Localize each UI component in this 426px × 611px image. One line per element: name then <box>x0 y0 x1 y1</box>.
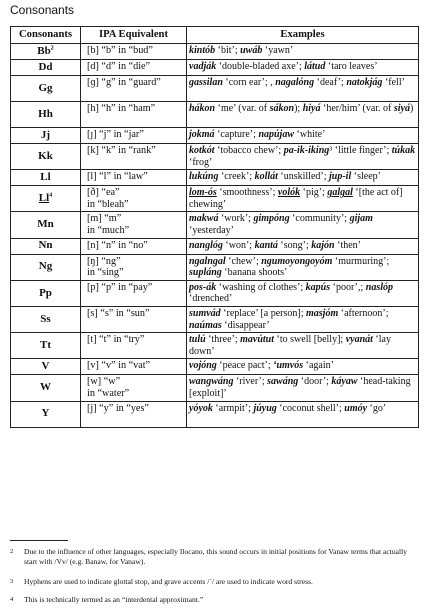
consonant-cell <box>11 401 81 427</box>
ipa-text: [l] “l” in “law” <box>87 171 148 183</box>
consonant-letter: Nn <box>38 239 53 252</box>
example-gloss: ‘drenched’ <box>189 293 233 305</box>
example-gloss: ); <box>294 103 303 114</box>
example-word: galgal <box>327 187 353 199</box>
example-word: nanglóg <box>189 239 223 251</box>
consonant-letter: Dd <box>38 60 53 73</box>
examples-cell <box>187 306 419 332</box>
table-row <box>11 186 419 212</box>
consonant-letter: V <box>41 360 50 373</box>
footnote-number: 4 <box>10 596 14 603</box>
consonant-letter: Ng <box>38 260 53 273</box>
footnote-ref: 2 <box>50 45 54 52</box>
footnote-text: This is technically termed as an “interdental approximant.” <box>24 595 204 604</box>
example-word: kapús <box>305 281 331 293</box>
example-word: kintób <box>189 45 216 56</box>
example-word: naúmas <box>189 319 222 331</box>
example-gloss: ‘creek’; <box>218 171 255 183</box>
consonant-cell <box>11 359 81 375</box>
examples-cell <box>187 280 419 306</box>
example-gloss: ‘washing of clothes’; <box>216 281 306 293</box>
example-gloss: ‘chew’; <box>225 255 262 267</box>
ipa-cell <box>81 333 187 359</box>
example-gloss: ‘head-taking [exploit]’ <box>189 376 411 399</box>
ipa-cell <box>81 186 187 212</box>
example-word: pos-ák <box>189 281 217 293</box>
example-gloss: ‘me’ (var. of <box>215 103 270 114</box>
consonant-cell <box>11 44 81 60</box>
consonant-cell <box>11 128 81 144</box>
example-word: júyug <box>253 402 277 414</box>
example-word: gimpóng <box>253 213 290 225</box>
consonant-cell <box>11 238 81 254</box>
consonant-cell <box>11 254 81 280</box>
example-gloss: ‘banana shoots’ <box>221 267 288 279</box>
example-word: kotkót <box>189 145 215 156</box>
consonant-cell <box>11 280 81 306</box>
table-row <box>11 306 419 332</box>
ipa-cell <box>81 128 187 144</box>
table-body <box>11 44 419 428</box>
example-gloss: ‘pig’; <box>300 187 328 199</box>
example-word: vyanát <box>345 334 373 346</box>
consonant-letter: Jj <box>40 128 51 141</box>
ipa-text: in “sing” <box>87 267 124 279</box>
example-word: sumvád <box>189 307 221 319</box>
example-gloss: ‘door’; <box>298 376 332 388</box>
example-gloss: ‘replace’ [a person]; <box>220 307 306 319</box>
example-word: jokmá <box>189 129 215 140</box>
example-gloss: ‘yawn’ <box>262 45 294 56</box>
example-gloss: ‘bit’; <box>215 45 241 56</box>
example-word: makwá <box>189 213 219 225</box>
example-gloss: ) <box>410 103 414 114</box>
example-word: ‘umvós <box>273 360 304 372</box>
example-gloss: ‘yesterday’ <box>189 224 234 236</box>
consonant-letter: Ll <box>40 170 51 183</box>
examples-cell <box>187 238 419 254</box>
ipa-cell <box>81 401 187 427</box>
example-word: gijam <box>349 213 373 225</box>
example-gloss: ‘river’; <box>233 376 268 388</box>
example-gloss: ‘disappear’ <box>221 319 270 331</box>
example-word: sákon <box>269 103 295 114</box>
page-title: Consonants <box>10 3 75 17</box>
footnote <box>10 595 420 605</box>
ipa-cell <box>81 238 187 254</box>
ipa-cell <box>81 44 187 60</box>
consonant-cell <box>11 212 81 238</box>
example-word: ngumoyongoyóm <box>261 255 333 267</box>
example-word: natokjág <box>346 77 383 88</box>
consonant-letter: Tt <box>40 338 51 351</box>
ipa-cell <box>81 254 187 280</box>
example-gloss: ‘then’ <box>334 239 361 251</box>
ipa-cell <box>81 170 187 186</box>
examples-cell <box>187 170 419 186</box>
ipa-cell <box>81 76 187 102</box>
example-word: lukúng <box>189 171 219 183</box>
example-word: volók <box>277 187 301 199</box>
example-gloss: ‘capture’; <box>214 129 259 140</box>
ipa-cell <box>81 60 187 76</box>
example-word: kantá <box>254 239 278 251</box>
example-gloss: ‘song’; <box>277 239 312 251</box>
ipa-text: [ð] “ea” <box>87 187 120 199</box>
examples-cell <box>187 44 419 60</box>
ipa-cell <box>81 102 187 128</box>
example-gloss: ‘to swell [belly]; <box>274 334 346 346</box>
table-row <box>11 280 419 306</box>
example-word: jup-il <box>329 171 352 183</box>
examples-cell <box>187 102 419 128</box>
example-word: vojóng <box>189 360 217 372</box>
consonant-cell <box>11 76 81 102</box>
example-word: napújaw <box>258 129 295 140</box>
example-word: vadják <box>189 61 217 72</box>
ipa-text: [ŋ] “ng” <box>87 255 121 267</box>
consonant-letter: Bb <box>37 44 51 57</box>
footnote-text: Due to the influence of other languages, especially Ilocano, this sound occurs in initial positions for Vanaw terms that actually start with /Vv/ (e.g. Banaw, for Vanaw). <box>24 547 408 566</box>
example-word: látud <box>304 61 326 72</box>
example-gloss: ‘won’; <box>222 239 255 251</box>
ipa-cell <box>81 375 187 401</box>
example-gloss: ‘lay down’ <box>189 334 391 357</box>
example-word: sawáng <box>267 376 299 388</box>
table-row <box>11 102 419 128</box>
ipa-cell <box>81 280 187 306</box>
ipa-text: [s] “s” in “sun” <box>87 307 150 319</box>
example-gloss: ‘afternoon’; <box>338 307 389 319</box>
examples-cell <box>187 401 419 427</box>
ipa-text: [k] “k” in “rank” <box>87 145 156 156</box>
footnote <box>10 577 420 587</box>
ipa-text: [b] “b” in “bud” <box>87 45 153 56</box>
consonant-letter: Ss <box>40 312 51 325</box>
consonant-letter: Gg <box>38 81 53 94</box>
examples-cell <box>187 212 419 238</box>
example-word: masjóm <box>306 307 339 319</box>
consonant-letter: Mn <box>37 218 54 231</box>
example-word: umóy <box>344 402 368 414</box>
ipa-text: [d] “d” in “die” <box>87 61 151 72</box>
ipa-cell <box>81 306 187 332</box>
example-word: ngalngal <box>189 255 226 267</box>
ipa-text: [v] “v” in “vat” <box>87 360 151 372</box>
examples-cell <box>187 60 419 76</box>
examples-cell <box>187 375 419 401</box>
example-word: kollát <box>254 171 278 183</box>
example-word: tulú <box>189 334 206 346</box>
consonant-letter: Pp <box>39 286 52 299</box>
ipa-text: in “water” <box>87 387 130 399</box>
example-gloss: ‘coconut shell’; <box>276 402 345 414</box>
examples-cell <box>187 76 419 102</box>
example-gloss: ‘[the act of] chewing’ <box>189 187 403 210</box>
example-gloss: ‘peace pact’; <box>216 360 274 372</box>
example-gloss: ‘again’ <box>303 360 334 372</box>
ipa-text: in “much” <box>87 224 130 236</box>
examples-cell <box>187 186 419 212</box>
example-word: kajón <box>311 239 335 251</box>
example-word: mavútut <box>240 334 275 346</box>
example-word: yóyok <box>189 402 213 414</box>
examples-cell <box>187 128 419 144</box>
example-gloss: ‘go’ <box>367 402 387 414</box>
example-gloss: ‘sleep’ <box>351 171 381 183</box>
consonant-letter: W <box>40 381 51 394</box>
ipa-text: [h] “h” in “ham” <box>87 103 156 114</box>
example-word: uwáb <box>240 45 263 56</box>
example-word: wangwáng <box>189 376 234 388</box>
consonant-cell <box>11 375 81 401</box>
ipa-text: [p] “p” in “pay” <box>87 281 153 293</box>
table-row <box>11 401 419 427</box>
example-gloss: ‘deaf’; <box>314 77 347 88</box>
example-gloss: ‘corn ear’; , <box>222 77 276 88</box>
example-word: káyaw <box>331 376 358 388</box>
example-word: naslóp <box>365 281 393 293</box>
ipa-text: [ȷ] “j” in “jar” <box>87 129 144 140</box>
ipa-text: [ɡ] “g” in “guard” <box>87 77 161 88</box>
example-gloss: ‘fell’ <box>382 77 405 88</box>
footnote-number: 3 <box>10 578 14 585</box>
example-gloss: ‘tobacco chew’; <box>214 145 284 156</box>
example-gloss: ‘unskilled’; <box>277 171 330 183</box>
example-gloss: ‘taro leaves’ <box>325 61 378 72</box>
example-gloss: ‘work’; <box>218 213 254 225</box>
example-gloss: ‘poor’,; <box>330 281 366 293</box>
ipa-cell <box>81 212 187 238</box>
examples-cell <box>187 254 419 280</box>
header-consonants: Consonants <box>11 27 81 44</box>
ipa-text: [t] “t” in “try” <box>87 334 145 346</box>
example-gloss: ³ ‘little finger’; <box>329 145 392 156</box>
table-row <box>11 60 419 76</box>
table-row <box>11 212 419 238</box>
example-gloss: ‘frog’ <box>189 156 213 168</box>
ipa-text: [w] “w” <box>87 376 121 388</box>
table-row <box>11 76 419 102</box>
ipa-text: [m] “m” <box>87 213 122 225</box>
ipa-text: [n] “n” in “no” <box>87 239 148 251</box>
table-row <box>11 144 419 170</box>
consonant-letter: Hh <box>38 107 53 120</box>
example-word: supláng <box>189 267 222 279</box>
table-row <box>11 238 419 254</box>
header-examples: Examples <box>187 27 419 44</box>
consonant-letter: Ll <box>38 191 50 204</box>
example-word: gassilan <box>189 77 223 88</box>
example-gloss: ‘her/him’ (var. of <box>320 103 394 114</box>
footnote-number: 2 <box>10 548 14 555</box>
example-word: hiyá <box>302 103 321 114</box>
example-gloss: ‘white’ <box>294 129 326 140</box>
consonant-cell <box>11 144 81 170</box>
consonant-cell <box>11 186 81 212</box>
consonant-cell <box>11 102 81 128</box>
consonant-cell <box>11 170 81 186</box>
ipa-text: [j] “y” in “yes” <box>87 402 149 414</box>
consonant-letter: Y <box>41 407 50 420</box>
ipa-cell <box>81 144 187 170</box>
ipa-text: in “bleah” <box>87 198 129 210</box>
table-row <box>11 44 419 60</box>
example-word: siyá <box>393 103 410 114</box>
examples-cell <box>187 333 419 359</box>
consonant-letter: Kk <box>38 149 53 162</box>
example-gloss: ‘murmuring’; <box>332 255 390 267</box>
ipa-cell <box>81 359 187 375</box>
examples-cell <box>187 144 419 170</box>
footnote-text: Hyphens are used to indicate glottal stop, and grave accents /´/ are used to indicate word stress. <box>24 577 313 586</box>
example-word: nagalóng <box>275 77 315 88</box>
example-gloss: ‘double-bladed axe’; <box>216 61 305 72</box>
footnote-rule <box>10 540 68 541</box>
consonant-cell <box>11 60 81 76</box>
footnote <box>10 547 420 567</box>
example-word: túkak <box>391 145 416 156</box>
consonant-cell <box>11 306 81 332</box>
example-word: pa-ik-iking <box>283 145 330 156</box>
table-row <box>11 128 419 144</box>
example-gloss: ‘three’; <box>205 334 241 346</box>
example-word: lom-ós <box>189 187 217 199</box>
examples-cell <box>187 359 419 375</box>
example-gloss: ‘armpit’; <box>212 402 254 414</box>
consonants-table <box>10 26 419 428</box>
table-row <box>11 375 419 401</box>
table-row <box>11 170 419 186</box>
table-row <box>11 254 419 280</box>
table-row <box>11 359 419 375</box>
example-gloss: ‘community’; <box>289 213 350 225</box>
example-word: hákon <box>189 103 216 114</box>
example-gloss: ‘smoothness’; <box>216 187 278 199</box>
consonant-cell <box>11 333 81 359</box>
table-header-row <box>11 27 419 44</box>
table-row <box>11 333 419 359</box>
footnote-ref: 4 <box>49 192 53 199</box>
header-ipa: IPA Equivalent <box>81 27 187 44</box>
